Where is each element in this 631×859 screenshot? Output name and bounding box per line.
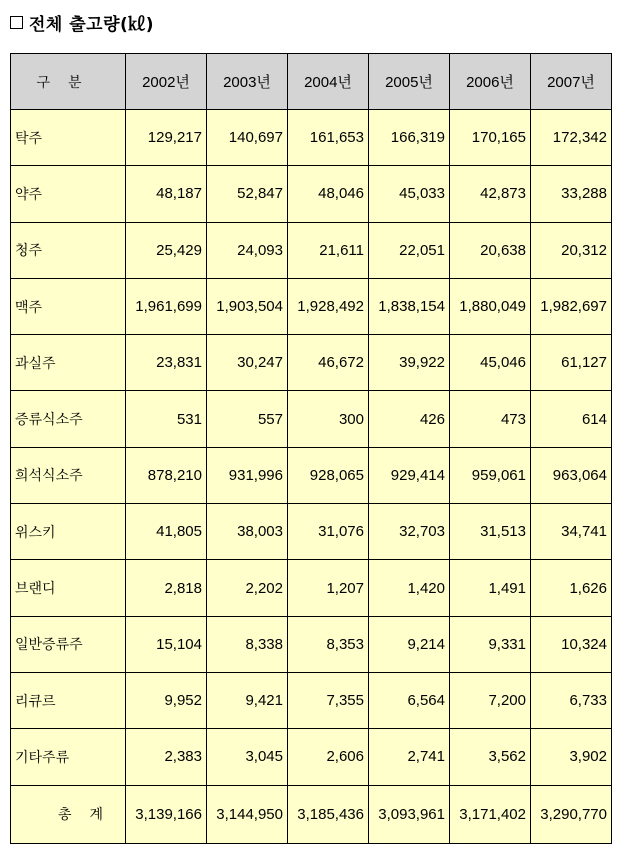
table-cell: 2,202 bbox=[207, 560, 288, 616]
table-header-row bbox=[11, 54, 612, 110]
header-category: 구분 bbox=[11, 54, 126, 110]
table-cell: 61,127 bbox=[531, 335, 612, 391]
table-row bbox=[11, 729, 612, 785]
table-cell: 929,414 bbox=[369, 447, 450, 503]
section-title: 전체 출고량(㎘) bbox=[29, 15, 155, 35]
table-cell: 3,562 bbox=[450, 729, 531, 785]
table-cell: 41,805 bbox=[126, 504, 207, 560]
table-cell: 959,061 bbox=[450, 447, 531, 503]
table-cell: 2,383 bbox=[126, 729, 207, 785]
table-cell: 878,210 bbox=[126, 447, 207, 503]
table-cell: 34,741 bbox=[531, 504, 612, 560]
table-cell: 1,838,154 bbox=[369, 278, 450, 334]
table-row bbox=[11, 278, 612, 334]
total-cell: 3,093,961 bbox=[369, 785, 450, 843]
section-heading bbox=[10, 10, 154, 35]
row-label: 리큐르 bbox=[11, 672, 126, 728]
row-label: 약주 bbox=[11, 166, 126, 222]
table-cell: 46,672 bbox=[288, 335, 369, 391]
table-cell: 2,606 bbox=[288, 729, 369, 785]
total-cell: 3,185,436 bbox=[288, 785, 369, 843]
table-cell: 8,338 bbox=[207, 616, 288, 672]
table-cell: 25,429 bbox=[126, 222, 207, 278]
table-row bbox=[11, 504, 612, 560]
table-cell: 45,033 bbox=[369, 166, 450, 222]
total-row bbox=[11, 785, 612, 843]
table-cell: 557 bbox=[207, 391, 288, 447]
table-cell: 22,051 bbox=[369, 222, 450, 278]
table-cell: 129,217 bbox=[126, 110, 207, 166]
table-cell: 32,703 bbox=[369, 504, 450, 560]
table-cell: 20,638 bbox=[450, 222, 531, 278]
table-cell: 39,922 bbox=[369, 335, 450, 391]
total-cell: 3,290,770 bbox=[531, 785, 612, 843]
table-cell: 7,200 bbox=[450, 672, 531, 728]
table-cell: 33,288 bbox=[531, 166, 612, 222]
total-cell: 3,139,166 bbox=[126, 785, 207, 843]
table-cell: 23,831 bbox=[126, 335, 207, 391]
table-cell: 42,873 bbox=[450, 166, 531, 222]
table-cell: 1,880,049 bbox=[450, 278, 531, 334]
table-cell: 8,353 bbox=[288, 616, 369, 672]
table-cell: 473 bbox=[450, 391, 531, 447]
table-cell: 30,247 bbox=[207, 335, 288, 391]
table-cell: 300 bbox=[288, 391, 369, 447]
total-cell: 3,171,402 bbox=[450, 785, 531, 843]
table-cell: 2,818 bbox=[126, 560, 207, 616]
row-label: 청주 bbox=[11, 222, 126, 278]
table-cell: 6,733 bbox=[531, 672, 612, 728]
table-row bbox=[11, 447, 612, 503]
table-cell: 7,355 bbox=[288, 672, 369, 728]
total-label: 총계 bbox=[11, 785, 126, 843]
table-cell: 48,046 bbox=[288, 166, 369, 222]
table-cell: 38,003 bbox=[207, 504, 288, 560]
table-cell: 161,653 bbox=[288, 110, 369, 166]
row-label: 탁주 bbox=[11, 110, 126, 166]
table-body bbox=[11, 110, 612, 844]
table-row bbox=[11, 391, 612, 447]
table-cell: 1,491 bbox=[450, 560, 531, 616]
row-label: 기타주류 bbox=[11, 729, 126, 785]
total-cell: 3,144,950 bbox=[207, 785, 288, 843]
header-year: 2005년 bbox=[369, 54, 450, 110]
table-cell: 9,214 bbox=[369, 616, 450, 672]
table-row bbox=[11, 616, 612, 672]
table-row bbox=[11, 222, 612, 278]
table-cell: 52,847 bbox=[207, 166, 288, 222]
table-cell: 931,996 bbox=[207, 447, 288, 503]
row-label: 맥주 bbox=[11, 278, 126, 334]
table-cell: 48,187 bbox=[126, 166, 207, 222]
header-year: 2004년 bbox=[288, 54, 369, 110]
table-cell: 9,421 bbox=[207, 672, 288, 728]
header-year: 2007년 bbox=[531, 54, 612, 110]
header-year: 2003년 bbox=[207, 54, 288, 110]
table-cell: 15,104 bbox=[126, 616, 207, 672]
header-year: 2006년 bbox=[450, 54, 531, 110]
row-label: 브랜디 bbox=[11, 560, 126, 616]
table-cell: 1,928,492 bbox=[288, 278, 369, 334]
table-cell: 31,513 bbox=[450, 504, 531, 560]
table-row bbox=[11, 560, 612, 616]
row-label: 일반증류주 bbox=[11, 616, 126, 672]
table-cell: 140,697 bbox=[207, 110, 288, 166]
table-row bbox=[11, 335, 612, 391]
checkbox-square-icon bbox=[10, 16, 23, 29]
table-cell: 1,207 bbox=[288, 560, 369, 616]
table-cell: 10,324 bbox=[531, 616, 612, 672]
table-cell: 3,902 bbox=[531, 729, 612, 785]
table-cell: 6,564 bbox=[369, 672, 450, 728]
row-label: 희석식소주 bbox=[11, 447, 126, 503]
table-cell: 172,342 bbox=[531, 110, 612, 166]
table-cell: 45,046 bbox=[450, 335, 531, 391]
table-cell: 963,064 bbox=[531, 447, 612, 503]
row-label: 과실주 bbox=[11, 335, 126, 391]
table-cell: 170,165 bbox=[450, 110, 531, 166]
row-label: 증류식소주 bbox=[11, 391, 126, 447]
table-cell: 166,319 bbox=[369, 110, 450, 166]
shipment-table bbox=[10, 53, 612, 844]
table-row bbox=[11, 166, 612, 222]
table-cell: 1,420 bbox=[369, 560, 450, 616]
table-cell: 426 bbox=[369, 391, 450, 447]
table-cell: 24,093 bbox=[207, 222, 288, 278]
table-cell: 31,076 bbox=[288, 504, 369, 560]
table-cell: 21,611 bbox=[288, 222, 369, 278]
table-cell: 1,903,504 bbox=[207, 278, 288, 334]
table-cell: 1,626 bbox=[531, 560, 612, 616]
table-cell: 9,952 bbox=[126, 672, 207, 728]
table-cell: 531 bbox=[126, 391, 207, 447]
table-row bbox=[11, 110, 612, 166]
table-cell: 1,982,697 bbox=[531, 278, 612, 334]
table-cell: 9,331 bbox=[450, 616, 531, 672]
table-cell: 3,045 bbox=[207, 729, 288, 785]
table-cell: 2,741 bbox=[369, 729, 450, 785]
table-cell: 614 bbox=[531, 391, 612, 447]
table-row bbox=[11, 672, 612, 728]
row-label: 위스키 bbox=[11, 504, 126, 560]
table-cell: 928,065 bbox=[288, 447, 369, 503]
table-cell: 20,312 bbox=[531, 222, 612, 278]
header-year: 2002년 bbox=[126, 54, 207, 110]
table-cell: 1,961,699 bbox=[126, 278, 207, 334]
